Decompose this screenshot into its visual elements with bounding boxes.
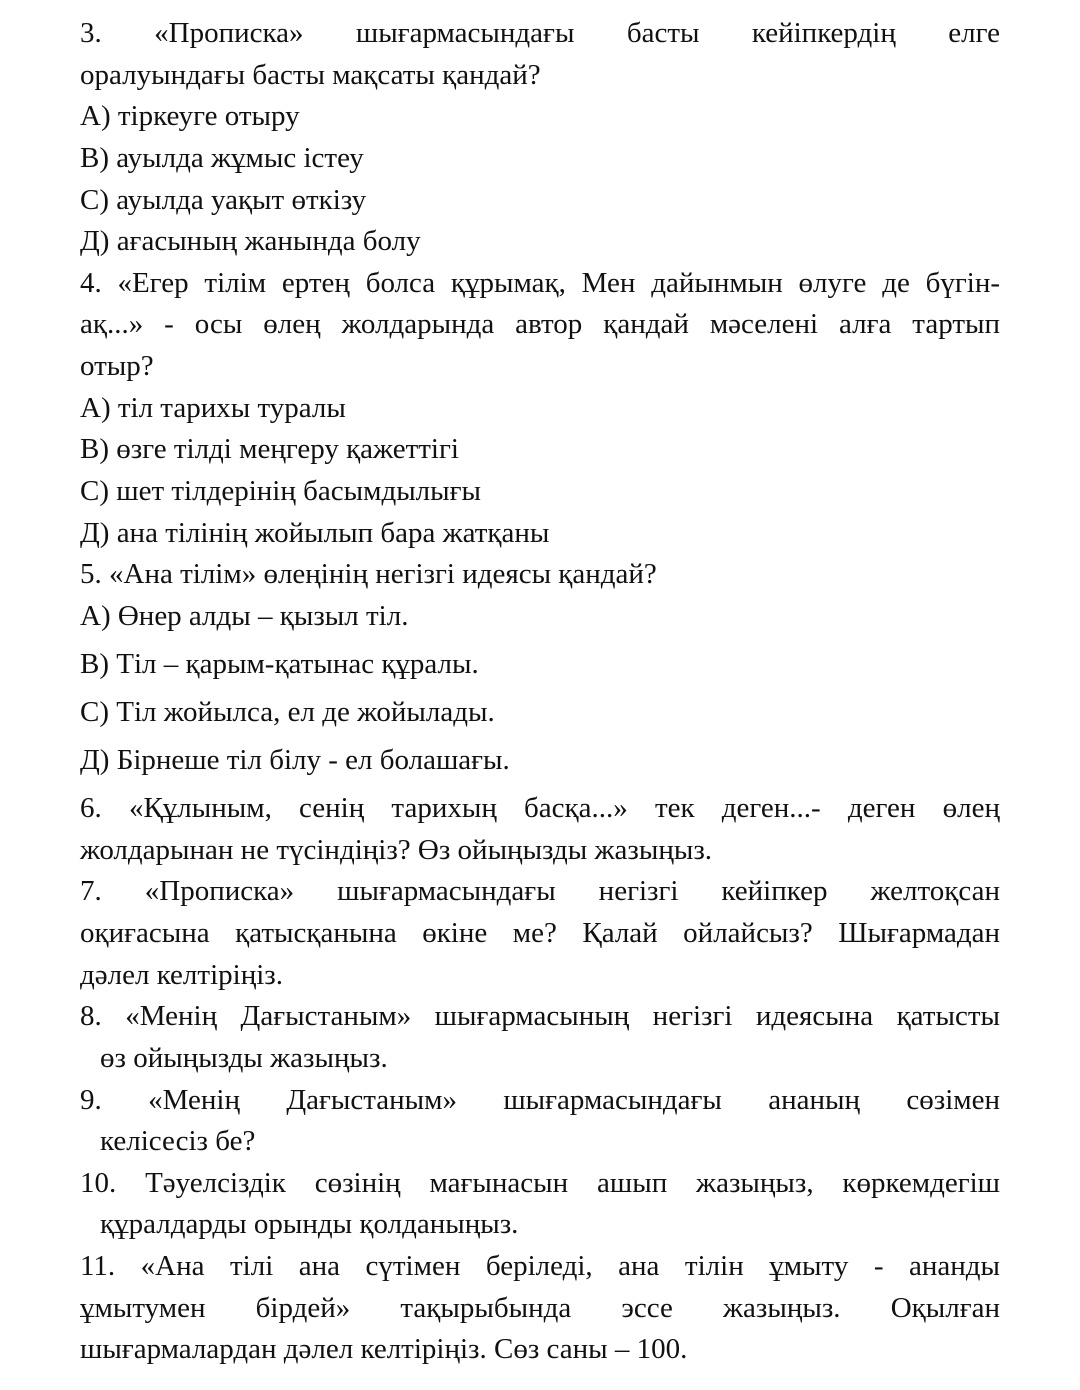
q3-option-a: А) тіркеуге отыру <box>80 100 300 132</box>
q3-option-d: Д) ағасының жанында болу <box>80 225 421 257</box>
q5-option-c: С) Тіл жойылса, ел де жойылады. <box>80 696 495 728</box>
q11-line-2: ұмытумен бірдей» тақырыбында эссе жазыңыз. Оқылған <box>80 1292 1000 1324</box>
q4-line-2: ақ...» - осы өлең жолдарында автор қандай мәселені алға тартып <box>80 308 1000 340</box>
q4-line-3: отыр? <box>80 350 154 382</box>
q3-option-b: В) ауылда жұмыс істеу <box>80 142 364 174</box>
q4-option-d: Д) ана тілінің жойылып бара жатқаны <box>80 517 550 549</box>
q4-option-c: С) шет тілдерінің басымдылығы <box>80 475 482 507</box>
q9-line-1: 9. «Менің Дағыстаным» шығармасындағы ананың сөзімен <box>80 1084 1000 1116</box>
q7-line-3: дәлел келтіріңіз. <box>80 959 283 991</box>
q11-line-1: 11. «Ана тілі ана сүтімен беріледі, ана тілін ұмыту - ананды <box>80 1250 1000 1282</box>
q5-option-a: А) Өнер алды – қызыл тіл. <box>80 600 409 632</box>
q6-line-1: 6. «Құлыным, сенің тарихың басқа...» тек деген...- деген өлең <box>80 792 1000 824</box>
q10-line-1: 10. Тәуелсіздік сөзінің мағынасын ашып жазыңыз, көркемдегіш <box>80 1167 1000 1199</box>
q3-option-c: С) ауылда уақыт өткізу <box>80 184 367 216</box>
q10-line-2: құралдарды орынды қолданыңыз. <box>100 1208 519 1240</box>
q11-line-3: шығармалардан дәлел келтіріңіз. Сөз саны – 100. <box>80 1333 688 1365</box>
q3-line-1: 3. «Прописка» шығармасындағы басты кейіпкердің елге <box>80 17 1000 49</box>
q5-option-d: Д) Бірнеше тіл білу - ел болашағы. <box>80 744 510 776</box>
q7-line-2: оқиғасына қатысқанына өкіне ме? Қалай ойлайсыз? Шығармадан <box>80 917 1000 949</box>
q7-line-1: 7. «Прописка» шығармасындағы негізгі кейіпкер желтоқсан <box>80 875 1000 907</box>
q4-option-a: А) тіл тарихы туралы <box>80 392 346 424</box>
q3-line-2: оралуындағы басты мақсаты қандай? <box>80 59 541 91</box>
q5-line-1: 5. «Ана тілім» өлеңінің негізгі идеясы қандай? <box>80 558 657 590</box>
q8-line-2: өз ойыңызды жазыңыз. <box>100 1042 388 1074</box>
q4-option-b: В) өзге тілді меңгеру қажеттігі <box>80 433 459 465</box>
q6-line-2: жолдарынан не түсіндіңіз? Өз ойыңызды жазыңыз. <box>80 834 713 866</box>
q8-line-1: 8. «Менің Дағыстаным» шығармасының негізгі идеясына қатысты <box>80 1000 1000 1032</box>
q4-line-1: 4. «Егер тілім ертең болса құрымақ, Мен дайынмын өлуге де бүгін- <box>80 267 1000 299</box>
q9-line-2: келісесіз бе? <box>100 1125 256 1157</box>
q5-option-b: В) Тіл – қарым-қатынас құралы. <box>80 648 479 680</box>
